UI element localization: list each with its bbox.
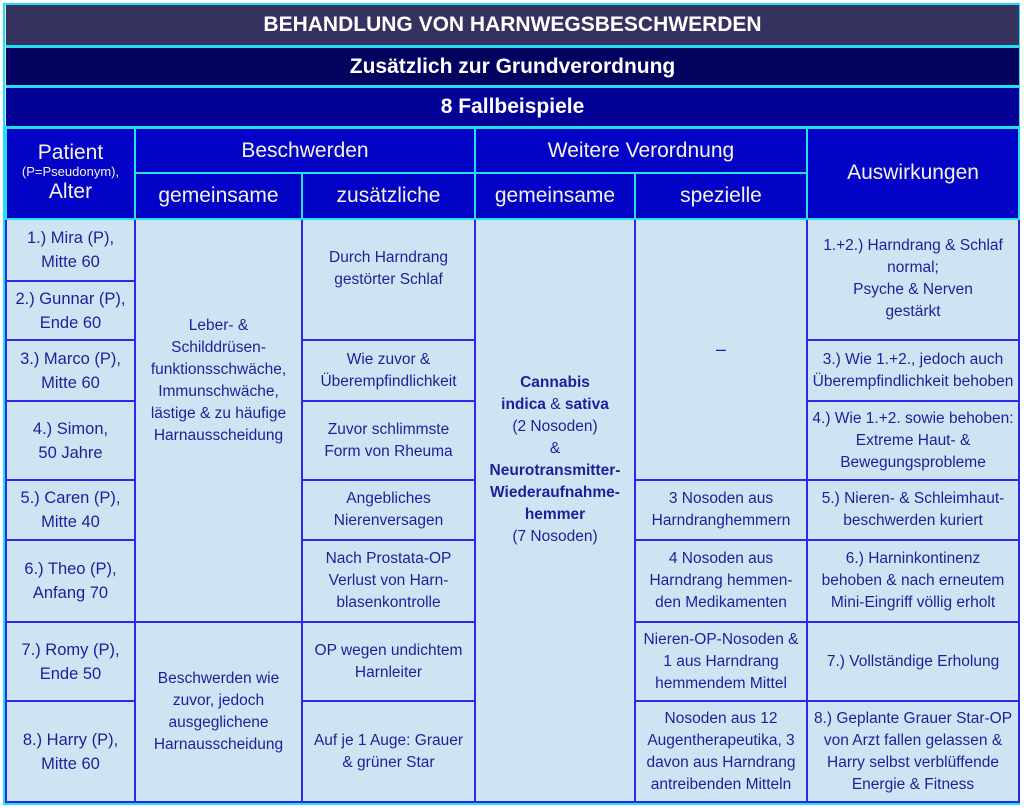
patient-age: Mitte 60 (41, 754, 100, 773)
prescription-line: Harndranghemmern (651, 511, 791, 529)
complaint-line: Durch Harndrang (329, 249, 448, 267)
patient-name: 6.) Theo (P), (24, 559, 117, 578)
prescription-nosoden-count-2: (7 Nosoden) (512, 528, 598, 546)
effect-line: behoben & nach erneutem (821, 571, 1005, 589)
common-prescription-cell (475, 219, 635, 802)
effect-line: normal; (887, 259, 939, 277)
additional-complaint-cell-4 (302, 480, 475, 540)
patient-name: 7.) Romy (P), (21, 640, 120, 659)
header-verordnung-gemeinsame: gemeinsame (475, 173, 635, 218)
effect-line: von Arzt fallen gelassen & (823, 731, 1003, 749)
additional-complaint-cell-2 (302, 340, 475, 402)
complaint-line: & grüner Star (342, 753, 435, 771)
patient-age: Mitte 40 (41, 512, 100, 531)
effect-line: gestärkt (885, 303, 941, 321)
prescription-line: Harndrang hemmen- (649, 571, 793, 589)
special-prescription-cell-5 (635, 701, 807, 802)
patient-age: Ende 60 (39, 313, 102, 332)
patient-cell-4 (6, 401, 135, 480)
complaint-line: OP wegen undichtem (314, 641, 463, 659)
treatment-table (5, 5, 1020, 803)
prescription-line: hemmendem Mittel (655, 674, 787, 692)
header-patient-label: Patient (37, 141, 104, 165)
effect-cell-4 (807, 480, 1019, 540)
prescription-sativa: sativa (564, 396, 609, 414)
effect-cell-7 (807, 701, 1019, 802)
complaint-line: Beschwerden wie (157, 670, 280, 688)
special-prescription-cell-4 (635, 622, 807, 701)
complaint-line: Harnausscheidung (153, 736, 284, 754)
complaint-line: Leber- & (188, 316, 249, 334)
complaint-line: Überempfindlichkeit (320, 372, 457, 390)
common-complaints-cell-2 (135, 622, 302, 802)
patient-cell-6 (6, 540, 135, 623)
prescription-line: 1 aus Harndrang (663, 652, 779, 670)
prescription-line: Nieren-OP-Nosoden & (643, 630, 799, 648)
patient-cell-2 (6, 281, 135, 340)
prescription-indica: indica (501, 396, 546, 414)
patient-name: 1.) Mira (P), (26, 229, 115, 248)
effect-line: 1.+2.) Harndrang & Schlaf (823, 237, 1003, 255)
additional-complaint-cell-7 (302, 701, 475, 802)
patient-cell-7 (6, 622, 135, 701)
complaint-line: Zuvor schlimmste (327, 420, 450, 438)
complaint-line: Immunschwäche, (158, 382, 279, 400)
prescription-neuro-3: hemmer (524, 506, 586, 524)
effect-line: Energie & Fitness (851, 775, 975, 793)
complaint-line: Harnausscheidung (153, 426, 284, 444)
complaint-line: zuvor, jedoch (172, 692, 265, 710)
patient-age: Ende 50 (39, 664, 102, 683)
effect-line: 6.) Harninkontinenz (845, 549, 981, 567)
prescription-line: davon aus Harndrang (646, 753, 796, 771)
patient-name: 4.) Simon, (32, 419, 109, 438)
complaint-line: Schilddrüsen- (171, 338, 266, 356)
effect-line: 5.) Nieren- & Schleimhaut- (821, 489, 1005, 507)
complaint-line: Form von Rheuma (324, 442, 453, 460)
effect-line: Psyche & Nerven (853, 281, 973, 299)
patient-cell-5 (6, 480, 135, 540)
effect-line: Überempfindlichkeit behoben (812, 372, 1014, 390)
header-beschwerden-zusaetzliche: zusätzliche (302, 173, 475, 218)
complaint-line: Nierenversagen (333, 511, 444, 529)
complaint-line: gestörter Schlaf (334, 271, 443, 289)
treatment-table-container (3, 3, 1020, 805)
special-prescription-cell-1 (635, 219, 807, 480)
patient-name: 5.) Caren (P), (20, 488, 121, 507)
prescription-line: Nosoden aus 12 (664, 709, 778, 727)
effect-line: Extreme Haut- & (855, 431, 971, 449)
complaint-line: blasenkontrolle (336, 593, 441, 611)
effect-cell-5 (807, 540, 1019, 623)
special-prescription-cell-3 (635, 540, 807, 623)
effect-cell-1 (807, 219, 1019, 340)
effect-cell-6 (807, 622, 1019, 701)
effect-line: Harry selbst verblüffende (827, 753, 1000, 771)
header-beschwerden: Beschwerden (135, 127, 475, 173)
header-auswirkungen: Auswirkungen (807, 127, 1019, 219)
prescription-neuro-2: Wiederaufnahme- (490, 484, 620, 502)
dash-placeholder: – (715, 339, 726, 360)
patient-age: Anfang 70 (32, 583, 109, 602)
additional-complaint-cell-5 (302, 540, 475, 623)
prescription-line: antreibenden Mitteln (650, 775, 792, 793)
patient-name: 8.) Harry (P), (22, 730, 119, 749)
additional-complaint-cell-1 (302, 219, 475, 340)
header-beschwerden-gemeinsame: gemeinsame (135, 173, 302, 218)
patient-cell-3 (6, 340, 135, 402)
effect-line: Bewegungsprobleme (840, 453, 986, 471)
effect-line: 4.) Wie 1.+2. sowie behoben: (812, 409, 1014, 427)
header-patient-note: (P=Pseudonym), (21, 164, 120, 180)
prescription-nosoden-count-1: (2 Nosoden) (512, 418, 598, 436)
prescription-amp: & (545, 396, 565, 414)
additional-complaint-cell-3 (302, 401, 475, 480)
prescription-neuro-1: Neurotransmitter- (489, 462, 621, 480)
patient-name: 2.) Gunnar (P), (15, 289, 126, 308)
complaint-line: Harnleiter (354, 663, 423, 681)
case-count-label: 8 Fallbeispiele (6, 87, 1019, 127)
header-verordnung-spezielle: spezielle (635, 173, 807, 218)
table-subtitle: Zusätzlich zur Grundverordnung (6, 46, 1019, 86)
patient-name: 3.) Marco (P), (20, 349, 121, 368)
patient-age: 50 Jahre (38, 443, 103, 462)
complaint-line: Auf je 1 Auge: Grauer (313, 731, 464, 749)
complaint-line: funktionsschwäche, (150, 360, 287, 378)
effect-line: 7.) Vollständige Erholung (826, 652, 1000, 670)
common-complaints-cell-1 (135, 219, 302, 623)
prescription-line: Augentherapeutika, 3 (647, 731, 795, 749)
effect-line: Mini-Eingriff völlig erholt (830, 593, 996, 611)
complaint-line: Wie zuvor & (346, 350, 431, 368)
prescription-cannabis: Cannabis (520, 374, 590, 392)
special-prescription-cell-2 (635, 480, 807, 540)
effect-line: beschwerden kuriert (843, 511, 983, 529)
prescription-line: 4 Nosoden aus (668, 549, 774, 567)
patient-age: Mitte 60 (41, 253, 100, 272)
effect-cell-2 (807, 340, 1019, 402)
effect-cell-3 (807, 401, 1019, 480)
patient-cell-8 (6, 701, 135, 802)
complaint-line: lästige & zu häufige (150, 404, 287, 422)
header-weitere-verordnung: Weitere Verordnung (475, 127, 807, 173)
table-title: BEHANDLUNG VON HARNWEGSBESCHWERDEN (6, 5, 1019, 46)
effect-line: 3.) Wie 1.+2., jedoch auch (822, 350, 1004, 368)
additional-complaint-cell-6 (302, 622, 475, 701)
effect-line: 8.) Geplante Grauer Star-OP (813, 709, 1013, 727)
complaint-line: Angebliches (346, 489, 431, 507)
prescription-amp-2: & (549, 440, 561, 458)
complaint-line: Nach Prostata-OP (325, 549, 452, 567)
patient-age: Mitte 60 (41, 373, 100, 392)
complaint-line: Verlust von Harn- (328, 571, 449, 589)
prescription-line: den Medikamenten (655, 593, 787, 611)
prescription-line: 3 Nosoden aus (668, 489, 774, 507)
complaint-line: ausgeglichene (168, 714, 269, 732)
header-patient-age: Alter (48, 180, 93, 204)
header-patient (6, 127, 135, 219)
patient-cell-1 (6, 219, 135, 282)
